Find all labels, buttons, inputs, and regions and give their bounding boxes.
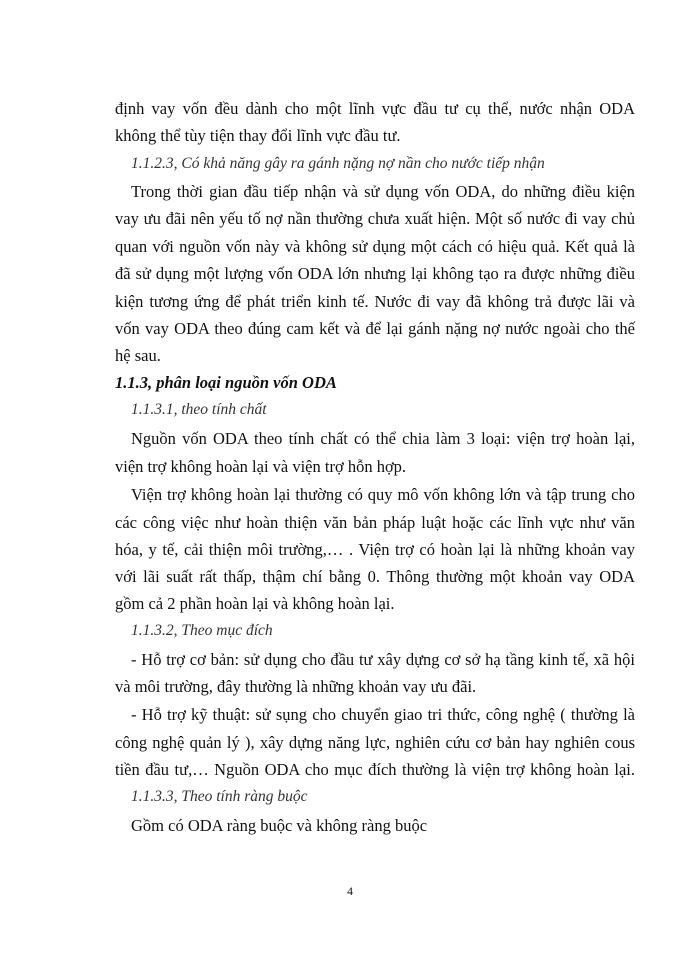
body-text-line: kiện tương ứng để phát triển kinh tế. Nước đi vay đã không trả được lãi và [115, 292, 635, 311]
subsection-heading: 1.1.2.3, Có khả năng gây ra gánh nặng nợ nần cho nước tiếp nhận [131, 155, 545, 172]
body-text-line: - Hỗ trợ kỹ thuật: sử sụng cho chuyển giao tri thức, công nghệ ( thường là [131, 705, 635, 724]
body-text-line: hệ sau. [115, 346, 161, 365]
body-text-line: đã sử dụng một lượng vốn ODA lớn nhưng lại không tạo ra được những điều [115, 264, 635, 283]
body-text-line: với lãi suất rất thấp, thậm chí bằng 0. Thông thường một khoản vay ODA [115, 567, 635, 586]
body-text-line: công nghệ quản lý ), xây dựng năng lực, nghiên cứu cơ bản hay nghiên cous [115, 733, 635, 752]
subsection-heading: 1.1.3.2, Theo mục đích [131, 622, 273, 639]
body-text-line: định vay vốn đều dành cho một lĩnh vực đầu tư cụ thể, nước nhận ODA [115, 99, 635, 118]
body-text-line: và môi trường, đây thường là những khoản vay ưu đãi. [115, 677, 477, 696]
section-heading: 1.1.3, phân loại nguồn vốn ODA [115, 373, 337, 392]
body-text-line: vay ưu đãi nên yếu tố nợ nần thường chưa xuất hiện. Một số nước đi vay chủ [115, 209, 635, 228]
body-text-line: Trong thời gian đầu tiếp nhận và sử dụng vốn ODA, do những điều kiện [131, 182, 635, 201]
body-text-line: quan với nguồn vốn này và không sử dụng một cách có hiệu quả. Kết quả là [115, 237, 635, 256]
body-text-line: không thể tùy tiện thay đổi lĩnh vực đầu tư. [115, 126, 401, 145]
body-text-line: các công việc như hoàn thiện văn bản pháp luật hoặc các lĩnh vực như văn [115, 513, 635, 532]
body-text-line: vốn vay ODA theo đúng cam kết và để lại gánh nặng nợ nước ngoài cho thế [115, 319, 635, 338]
body-text-line: hóa, y tế, cải thiện môi trường,… . Viện trợ có hoàn lại là những khoản vay [115, 540, 635, 559]
body-text-line: - Hỗ trợ cơ bản: sử dụng cho đầu tư xây dựng cơ sở hạ tầng kinh tế, xã hội [131, 650, 635, 669]
page-number: 4 [347, 884, 353, 898]
body-text-line: tiền đầu tư,… Nguồn ODA cho mục đích thường là viện trợ không hoàn lại. [115, 760, 635, 779]
body-text-line: viện trợ không hoàn lại và viện trợ hỗn hợp. [115, 457, 407, 476]
body-text-line: gồm cả 2 phần hoàn lại và không hoàn lại. [115, 594, 395, 613]
body-text-line: Gồm có ODA ràng buộc và không ràng buộc [131, 816, 428, 835]
subsection-heading: 1.1.3.1, theo tính chất [131, 401, 267, 418]
body-text-line: Viện trợ không hoàn lại thường có quy mô vốn không lớn và tập trung cho [131, 485, 635, 504]
subsection-heading: 1.1.3.3, Theo tính ràng buộc [131, 788, 308, 805]
body-text-line: Nguồn vốn ODA theo tính chất có thể chia làm 3 loại: viện trợ hoàn lại, [131, 429, 635, 448]
